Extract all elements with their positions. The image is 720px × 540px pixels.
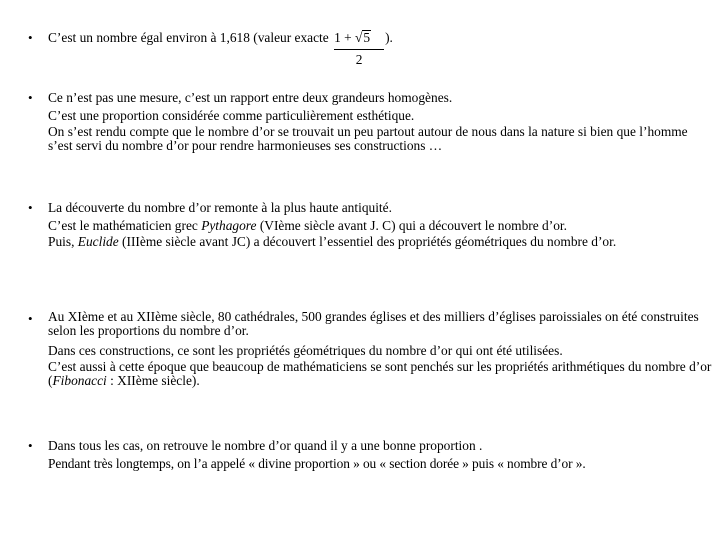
item3-line2 [48, 217, 712, 235]
item3-line1: La découverte du nombre d’or remonte à la plus haute antiquité. [48, 200, 392, 215]
bullet-dot: • [28, 200, 33, 215]
item4-line3-a: C’est aussi à cette époque que beaucoup de mathématiciens se sont penchés sur les propriétés arithmétiques du nombre d’or ( [48, 359, 712, 388]
item4-line3-b: : XIIème siècle). [106, 373, 200, 388]
bullet-dot: • [28, 438, 33, 453]
fibonacci-name: Fibonacci [52, 373, 107, 388]
item3-line2-a: C’est le mathématicien grec [48, 218, 202, 233]
bullet-text-1 [48, 29, 712, 69]
item3-line2-b: (VIème siècle avant J. C) qui a découvert le nombre d’or. [256, 218, 567, 233]
item4-line1: Au XIème et au XIIème siècle, 80 cathédrales, 500 grandes églises et des milliers d’églises paroissiales on été construites selon les proportions du nombre d’or. [48, 309, 699, 338]
bullet-dot: • [28, 30, 33, 45]
sqrt-symbol: √ [355, 30, 363, 45]
item5-line2: Pendant très longtemps, on l’a appelé « divine proportion » ou « section dorée » puis « nombre d’or ». [48, 456, 586, 471]
item3-line3 [48, 235, 712, 249]
item2-line2: C’est une proportion considérée comme particulièrement esthétique. [48, 108, 415, 123]
item1-line [48, 29, 712, 69]
golden-ratio-fraction [334, 29, 384, 69]
item3-line3-b: (IIIème siècle avant JC) a découvert l’essentiel des propriétés géométriques du nombre d’or. [118, 234, 617, 249]
fraction-denominator: 2 [355, 52, 363, 67]
item1-text-after: ). [385, 30, 393, 45]
item3-line3-a: Puis, [48, 234, 78, 249]
pythagore-name: Pythagore [201, 218, 257, 233]
item5-line1: Dans tous les cas, on retrouve le nombre d’or quand il y a une bonne proportion . [48, 438, 483, 453]
item1-text-before: C’est un nombre égal environ à 1,618 (valeur exacte [48, 30, 333, 45]
fraction-bar [334, 49, 384, 50]
item4-line2: Dans ces constructions, ce sont les propriétés géométriques du nombre d’or qui ont été utilisées. [48, 343, 563, 358]
sqrt-radicand: 5 [363, 30, 371, 45]
bullet-text-5 [48, 437, 712, 473]
fraction-numerator [334, 29, 384, 47]
bullet-text-3 [48, 199, 712, 253]
numerator-prefix: 1 + [334, 30, 356, 45]
bullet-text-4 [48, 310, 712, 392]
euclide-name: Euclide [77, 234, 119, 249]
item4-line3 [48, 360, 712, 388]
square-root [355, 29, 371, 47]
bullet-dot: • [28, 311, 33, 326]
item2-line3: On s’est rendu compte que le nombre d’or se trouvait un peu partout autour de nous dans la nature si bien que l’homme s’est servi du nombre d’or pour rendre harmonieuses ses constructions … [48, 124, 688, 153]
bullet-text-2 [48, 89, 712, 157]
item2-line1: Ce n’est pas une mesure, c’est un rapport entre deux grandeurs homogènes. [48, 90, 453, 105]
bullet-dot: • [28, 90, 33, 105]
